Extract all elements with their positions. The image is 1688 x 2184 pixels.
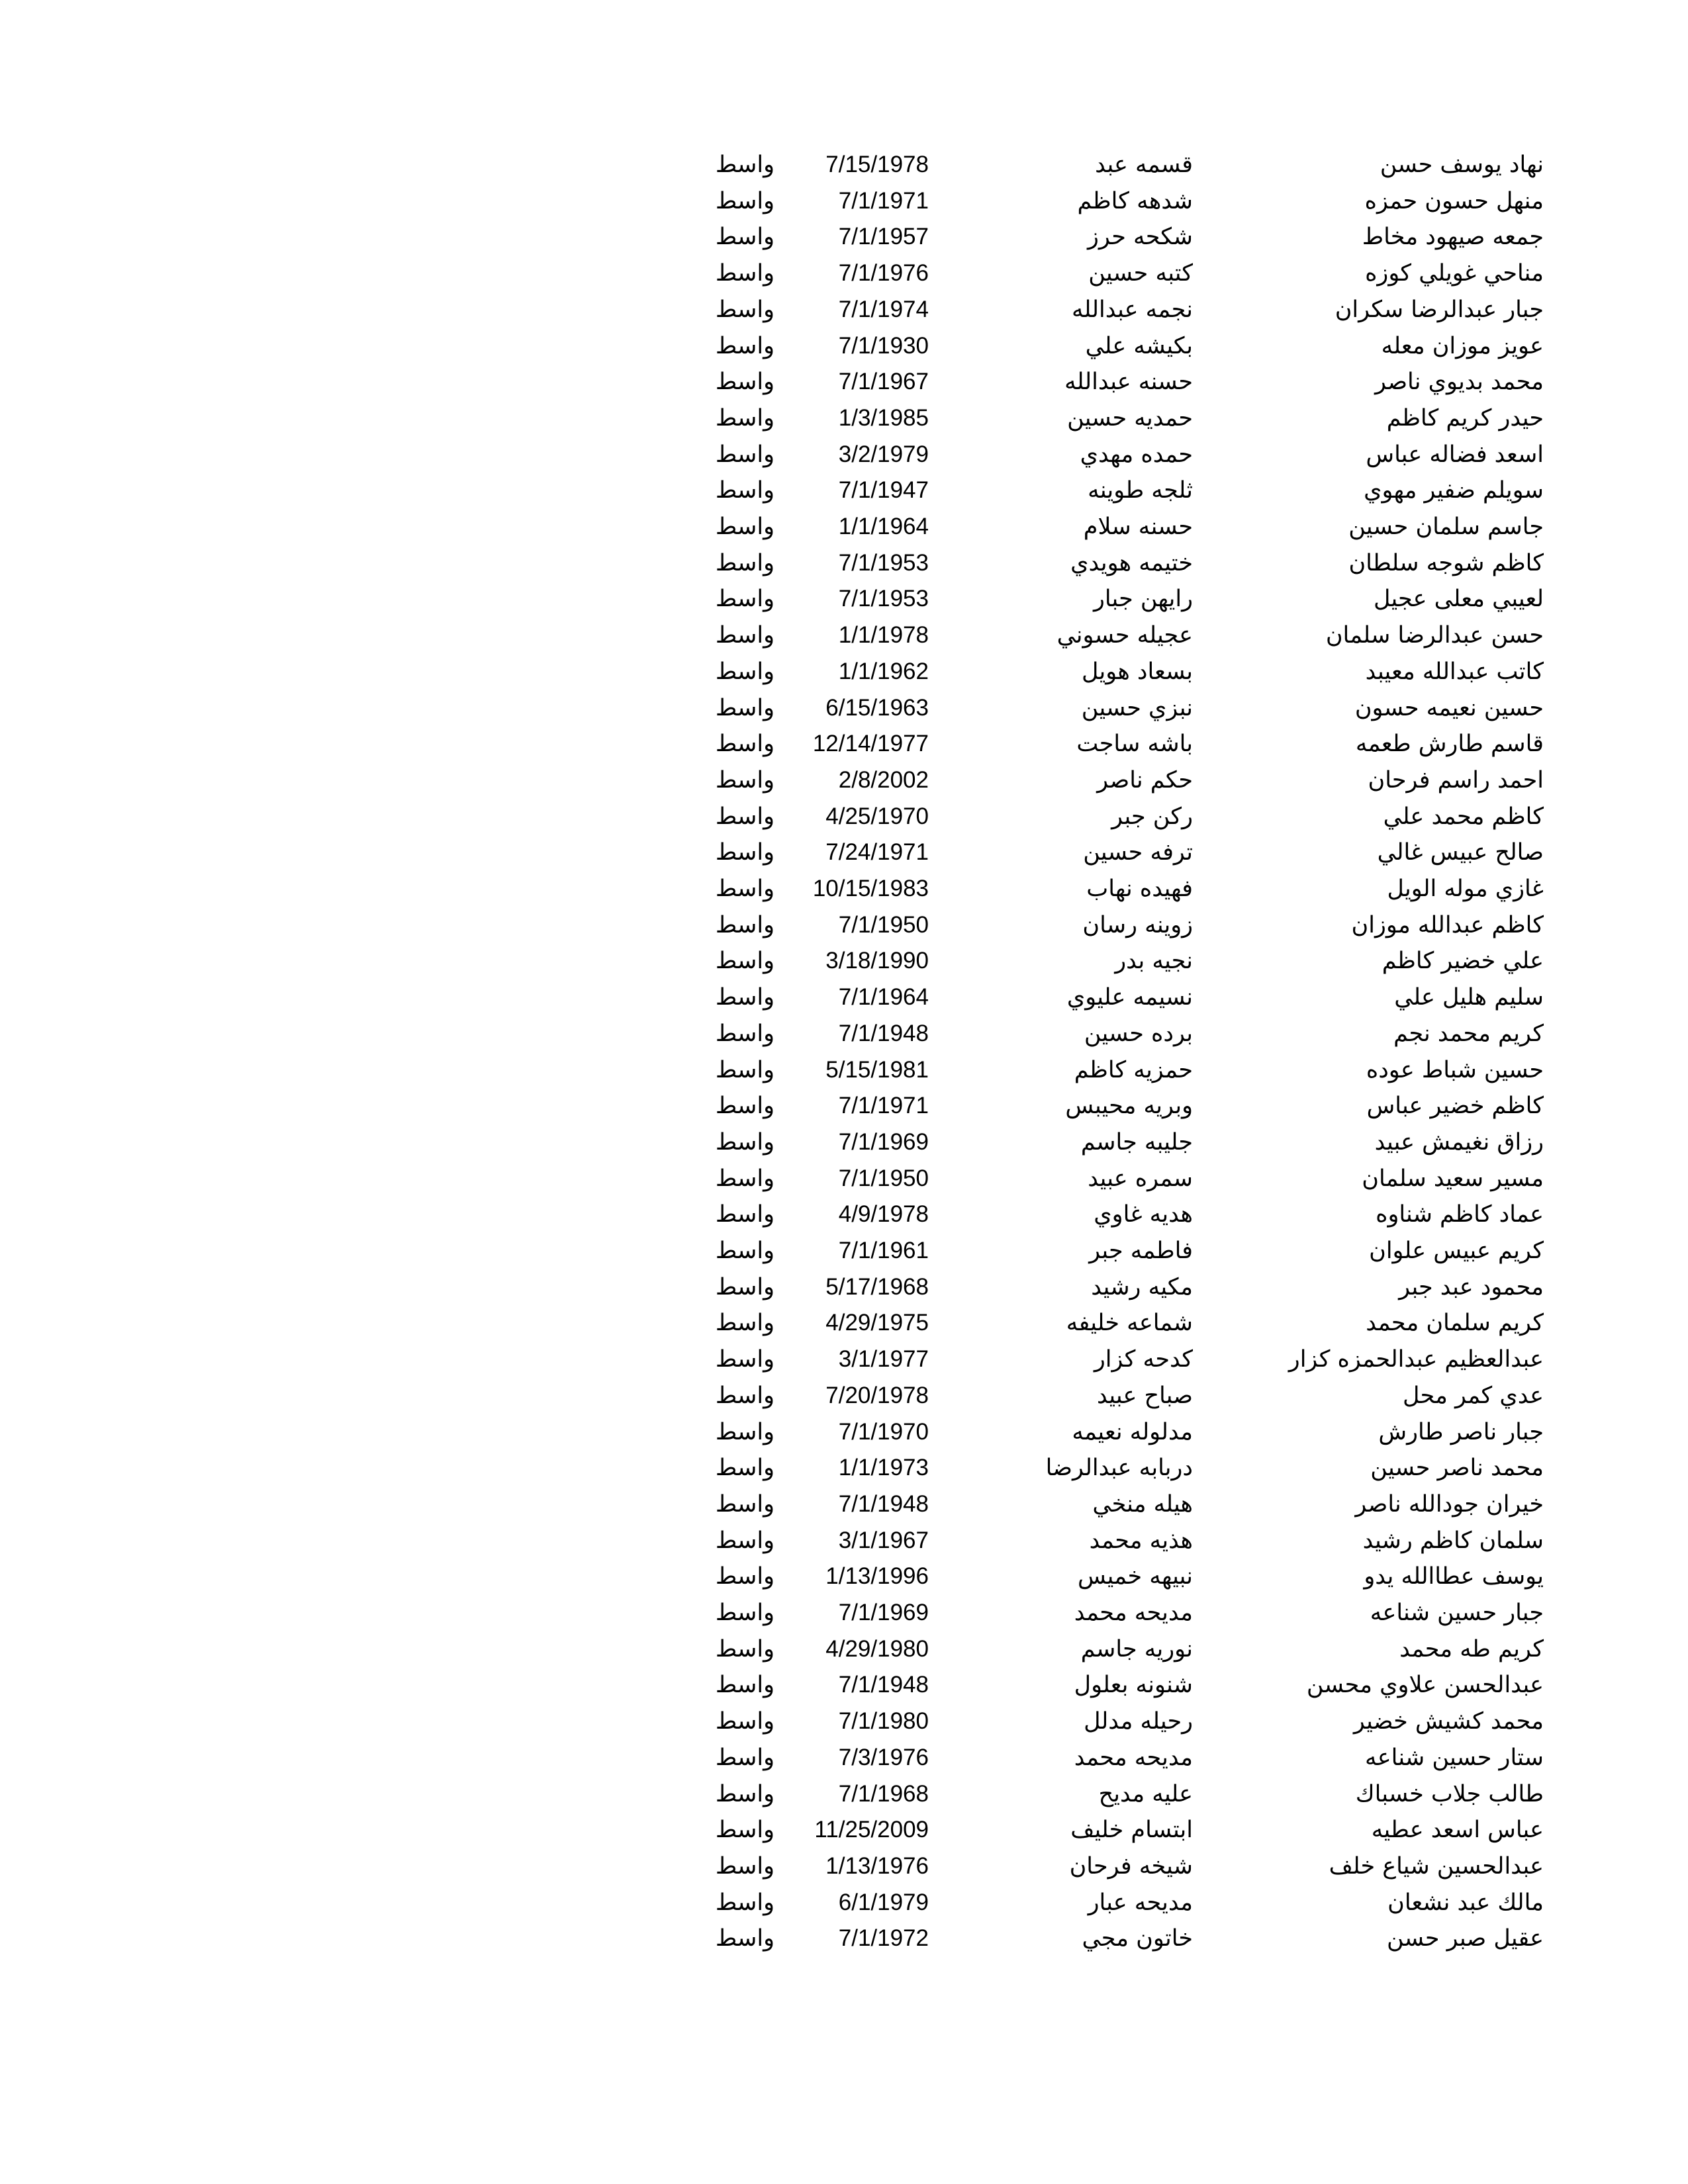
mother-name-cell: مدلوله نعيمه	[1072, 1418, 1193, 1445]
name-cell: جمعه صيهود مخاط	[1362, 224, 1544, 251]
mother-name-cell: قسمه عبد	[1095, 152, 1193, 178]
governorate-cell: واسط	[715, 1201, 774, 1228]
birth-date-cell: 7/1/1957	[838, 224, 929, 250]
table-row	[0, 1016, 1688, 1052]
name-cell: جاسم سلمان حسين	[1348, 514, 1544, 540]
name-cell: حسن عبدالرضا سلمان	[1325, 622, 1544, 649]
birth-date-cell: 7/1/1976	[838, 260, 929, 287]
table-row	[0, 400, 1688, 437]
name-cell: اسعد فضاله عباس	[1366, 441, 1544, 468]
governorate-cell: واسط	[715, 911, 774, 938]
mother-name-cell: خاتون مجي	[1082, 1925, 1193, 1952]
birth-date-cell: 7/1/1953	[838, 549, 929, 576]
name-cell: قاسم طارش طعمه	[1355, 731, 1544, 758]
mother-name-cell: كتبه حسين	[1088, 260, 1193, 287]
table-row	[0, 1595, 1688, 1631]
table-row	[0, 1450, 1688, 1486]
table-row	[0, 509, 1688, 545]
mother-name-cell: جليبه جاسم	[1080, 1128, 1193, 1156]
governorate-cell: واسط	[715, 984, 774, 1011]
governorate-cell: واسط	[715, 1889, 774, 1916]
name-cell: رزاق نغيمش عبيد	[1374, 1128, 1544, 1156]
name-cell: كريم عبيس علوان	[1369, 1238, 1544, 1264]
governorate-cell: واسط	[715, 1310, 774, 1337]
name-cell: لعيبي معلى عجيل	[1373, 586, 1544, 613]
name-cell: جبار ناصر طارش	[1378, 1418, 1544, 1445]
name-cell: عقيل صبر حسن	[1386, 1925, 1544, 1952]
birth-date-cell: 7/1/1971	[838, 187, 929, 214]
birth-date-cell: 7/1/1972	[838, 1925, 929, 1952]
name-cell: يوسف عطاالله يدو	[1364, 1563, 1544, 1590]
table-row	[0, 1161, 1688, 1197]
table-row	[0, 1233, 1688, 1269]
birth-date-cell: 10/15/1983	[812, 876, 929, 901]
mother-name-cell: صباح عبيد	[1096, 1382, 1193, 1409]
governorate-cell: واسط	[715, 1238, 774, 1264]
birth-date-cell: 7/1/1970	[838, 1418, 929, 1445]
name-cell: محمد ناصر حسين	[1370, 1455, 1544, 1482]
governorate-cell: واسط	[715, 694, 774, 721]
birth-date-cell: 7/1/1948	[838, 1020, 929, 1046]
name-cell: كريم طه محمد	[1399, 1635, 1544, 1662]
birth-date-cell: 1/13/1996	[825, 1563, 929, 1590]
birth-date-cell: 4/25/1970	[825, 803, 929, 829]
table-row	[0, 1124, 1688, 1161]
mother-name-cell: وبريه محيبس	[1065, 1093, 1193, 1120]
mother-name-cell: شيخه فرحان	[1069, 1852, 1193, 1880]
mother-name-cell: ركن جبر	[1111, 803, 1193, 830]
birth-date-cell: 1/1/1964	[838, 514, 929, 539]
governorate-cell: واسط	[715, 731, 774, 758]
mother-name-cell: عليه مديح	[1098, 1780, 1193, 1807]
governorate-cell: واسط	[715, 1490, 774, 1518]
name-cell: جبار حسين شناعه	[1370, 1600, 1544, 1626]
governorate-cell: واسط	[715, 1744, 774, 1771]
governorate-cell: واسط	[715, 477, 774, 504]
name-cell: كريم محمد نجم	[1393, 1020, 1544, 1047]
table-row	[0, 907, 1688, 944]
name-cell: علي خضير كاظم	[1382, 948, 1544, 975]
birth-date-cell: 7/1/1974	[838, 296, 929, 322]
birth-date-cell: 4/9/1978	[838, 1201, 929, 1228]
governorate-cell: واسط	[715, 224, 774, 251]
name-cell: مالك عبد نشعان	[1387, 1889, 1544, 1916]
mother-name-cell: نسيمه عليوي	[1066, 984, 1193, 1011]
name-cell: عماد كاظم شناوه	[1376, 1201, 1544, 1228]
mother-name-cell: كدحه كزار	[1094, 1346, 1193, 1373]
table-row	[0, 835, 1688, 871]
table-row	[0, 726, 1688, 762]
governorate-cell: واسط	[715, 1817, 774, 1844]
governorate-cell: واسط	[715, 1527, 774, 1554]
mother-name-cell: هيله منخي	[1092, 1490, 1193, 1518]
governorate-cell: واسط	[715, 1056, 774, 1083]
mother-name-cell: مديحه عبار	[1088, 1889, 1193, 1916]
governorate-cell: واسط	[715, 1382, 774, 1409]
governorate-cell: واسط	[715, 187, 774, 214]
mother-name-cell: بسعاد هويل	[1081, 658, 1193, 685]
birth-date-cell: 7/15/1978	[825, 152, 929, 177]
birth-date-cell: 11/25/2009	[814, 1817, 929, 1843]
birth-date-cell: 3/1/1967	[838, 1527, 929, 1553]
governorate-cell: واسط	[715, 1093, 774, 1120]
birth-date-cell: 1/13/1976	[825, 1852, 929, 1879]
birth-date-cell: 4/29/1980	[825, 1635, 929, 1662]
governorate-cell: واسط	[715, 152, 774, 178]
name-cell: عبدالحسين شياع خلف	[1329, 1852, 1544, 1880]
name-cell: سليم هليل علي	[1394, 984, 1544, 1011]
mother-name-cell: بكيشه علي	[1085, 332, 1193, 359]
table-row	[0, 871, 1688, 907]
birth-date-cell: 7/1/1971	[838, 1093, 929, 1119]
mother-name-cell: هديه غاوي	[1094, 1201, 1193, 1228]
table-row	[0, 473, 1688, 509]
mother-name-cell: دربابه عبدالرضا	[1045, 1455, 1193, 1482]
governorate-cell: واسط	[715, 1563, 774, 1590]
table-row	[0, 1631, 1688, 1668]
table-row	[0, 1740, 1688, 1776]
table-row	[0, 1885, 1688, 1921]
mother-name-cell: مديحه محمد	[1074, 1600, 1193, 1626]
name-cell: كريم سلمان محمد	[1366, 1310, 1544, 1337]
mother-name-cell: نجيه بدر	[1115, 948, 1193, 975]
name-cell: حسين نعيمه حسون	[1354, 694, 1544, 721]
governorate-cell: واسط	[715, 1273, 774, 1300]
governorate-cell: واسط	[715, 658, 774, 685]
birth-date-cell: 3/18/1990	[825, 948, 929, 974]
table-row	[0, 328, 1688, 365]
governorate-cell: واسط	[715, 1165, 774, 1192]
mother-name-cell: شنونه بعلول	[1074, 1672, 1193, 1699]
governorate-cell: واسط	[715, 549, 774, 576]
name-cell: غازي موله الويل	[1387, 876, 1544, 902]
name-cell: عبدالعظيم عبدالحمزه كزار	[1288, 1346, 1544, 1373]
name-cell: مسير سعيد سلمان	[1362, 1165, 1544, 1192]
birth-date-cell: 7/1/1950	[838, 1165, 929, 1191]
governorate-cell: واسط	[715, 876, 774, 902]
birth-date-cell: 7/1/1947	[838, 477, 929, 504]
table-row	[0, 147, 1688, 183]
name-cell: عبدالحسن علاوي محسن	[1306, 1672, 1544, 1699]
mother-name-cell: عجيله حسوني	[1056, 622, 1193, 649]
table-row	[0, 1378, 1688, 1414]
name-cell: طالب جلاب خسباك	[1355, 1780, 1544, 1807]
birth-date-cell: 3/1/1977	[838, 1346, 929, 1373]
name-cell: ستار حسين شناعه	[1365, 1744, 1544, 1771]
name-cell: حسين شباط عوده	[1366, 1056, 1544, 1083]
governorate-cell: واسط	[715, 1672, 774, 1699]
governorate-cell: واسط	[715, 332, 774, 359]
table-row	[0, 1704, 1688, 1740]
name-cell: حيدر كريم كاظم	[1386, 404, 1544, 432]
governorate-cell: واسط	[715, 296, 774, 323]
birth-date-cell: 7/1/1948	[838, 1490, 929, 1517]
name-cell: عباس اسعد عطيه	[1371, 1817, 1544, 1844]
birth-date-cell: 6/15/1963	[825, 694, 929, 721]
name-cell: سويلم ضفير مهوي	[1364, 477, 1544, 504]
birth-date-cell: 7/3/1976	[838, 1744, 929, 1770]
mother-name-cell: برده حسين	[1084, 1020, 1193, 1047]
governorate-cell: واسط	[715, 404, 774, 432]
mother-name-cell: نوريه جاسم	[1080, 1635, 1193, 1662]
mother-name-cell: شكحه حرز	[1088, 224, 1193, 251]
governorate-cell: واسط	[715, 1346, 774, 1373]
mother-name-cell: مديحه محمد	[1074, 1744, 1193, 1771]
name-cell: خيران جودالله ناصر	[1355, 1490, 1544, 1518]
table-row	[0, 1486, 1688, 1523]
table-row	[0, 1559, 1688, 1595]
table-row	[0, 1848, 1688, 1885]
name-cell: صالح عبيس غالي	[1377, 839, 1544, 866]
birth-date-cell: 7/1/1953	[838, 586, 929, 612]
mother-name-cell: نبزي حسين	[1081, 694, 1193, 721]
governorate-cell: واسط	[715, 260, 774, 287]
mother-name-cell: حمديه حسين	[1067, 404, 1193, 432]
table-row	[0, 762, 1688, 799]
table-row	[0, 654, 1688, 690]
table-row	[0, 1269, 1688, 1306]
table-row	[0, 581, 1688, 617]
mother-name-cell: ابتسام خليف	[1070, 1817, 1193, 1844]
table-row	[0, 1088, 1688, 1124]
governorate-cell: واسط	[715, 948, 774, 975]
governorate-cell: واسط	[715, 839, 774, 866]
birth-date-cell: 7/1/1964	[838, 984, 929, 1011]
table-row	[0, 364, 1688, 400]
mother-name-cell: ختيمه هويدي	[1070, 549, 1193, 576]
birth-date-cell: 7/24/1971	[825, 839, 929, 866]
table-row	[0, 690, 1688, 727]
birth-date-cell: 7/1/1967	[838, 369, 929, 395]
table-row	[0, 1305, 1688, 1342]
birth-date-cell: 1/1/1978	[838, 622, 929, 649]
birth-date-cell: 2/8/2002	[838, 766, 929, 793]
governorate-cell: واسط	[715, 1128, 774, 1156]
name-cell: عدي كمر محل	[1403, 1382, 1544, 1409]
name-cell: نهاد يوسف حسن	[1380, 152, 1544, 178]
name-cell: كاتب عبدالله معيبد	[1365, 658, 1544, 685]
name-cell: محمد بديوي ناصر	[1375, 369, 1544, 396]
mother-name-cell: نبيهه خميس	[1078, 1563, 1193, 1590]
name-cell: سلمان كاظم رشيد	[1362, 1527, 1544, 1554]
governorate-cell: واسط	[715, 1780, 774, 1807]
mother-name-cell: مكيه رشيد	[1091, 1273, 1193, 1300]
governorate-cell: واسط	[715, 1635, 774, 1662]
mother-name-cell: شدهه كاظم	[1077, 187, 1193, 214]
birth-date-cell: 7/1/1969	[838, 1600, 929, 1625]
table-row	[0, 292, 1688, 328]
governorate-cell: واسط	[715, 766, 774, 794]
name-cell: عويز موزان معله	[1381, 332, 1544, 359]
governorate-cell: واسط	[715, 1708, 774, 1735]
birth-date-cell: 6/1/1979	[838, 1889, 929, 1915]
mother-name-cell: نجمه عبدالله	[1071, 296, 1193, 323]
governorate-cell: واسط	[715, 369, 774, 396]
mother-name-cell: شماعه خليفه	[1066, 1310, 1193, 1337]
mother-name-cell: حمزيه كاظم	[1074, 1056, 1193, 1083]
mother-name-cell: ترفه حسين	[1083, 839, 1193, 866]
birth-date-cell: 5/15/1981	[825, 1056, 929, 1083]
table-row	[0, 545, 1688, 582]
mother-name-cell: سمره عبيد	[1088, 1165, 1193, 1192]
birth-date-cell: 7/1/1950	[838, 911, 929, 938]
name-cell: كاظم عبدالله موزان	[1351, 911, 1544, 938]
governorate-cell: واسط	[715, 803, 774, 830]
table-row	[0, 1667, 1688, 1704]
governorate-cell: واسط	[715, 1925, 774, 1952]
birth-date-cell: 12/14/1977	[812, 731, 929, 757]
mother-name-cell: ثلجه طوينه	[1088, 477, 1193, 504]
name-cell: احمد راسم فرحان	[1368, 766, 1544, 794]
governorate-cell: واسط	[715, 586, 774, 613]
mother-name-cell: فاطمه جبر	[1089, 1238, 1193, 1264]
birth-date-cell: 4/29/1975	[825, 1310, 929, 1336]
birth-date-cell: 7/1/1930	[838, 332, 929, 359]
name-cell: محمد كشيش خضير	[1353, 1708, 1544, 1735]
mother-name-cell: حمده مهدي	[1080, 441, 1193, 468]
table-row	[0, 1812, 1688, 1848]
birth-date-cell: 7/1/1948	[838, 1672, 929, 1698]
table-row	[0, 979, 1688, 1016]
mother-name-cell: هذيه محمد	[1089, 1527, 1193, 1554]
birth-date-cell: 7/1/1961	[838, 1238, 929, 1263]
table-row	[0, 799, 1688, 835]
birth-date-cell: 7/1/1969	[838, 1128, 929, 1155]
mother-name-cell: حكم ناصر	[1097, 766, 1193, 794]
mother-name-cell: فهيده نهاب	[1086, 876, 1193, 902]
name-cell: كاظم شوجه سلطان	[1348, 549, 1544, 576]
mother-name-cell: رايهن جبار	[1093, 586, 1193, 613]
birth-date-cell: 1/1/1962	[838, 658, 929, 684]
birth-date-cell: 1/3/1985	[838, 404, 929, 431]
table-row	[0, 219, 1688, 255]
table-row	[0, 1052, 1688, 1089]
governorate-cell: واسط	[715, 1852, 774, 1880]
table-row	[0, 943, 1688, 979]
mother-name-cell: باشه ساجت	[1076, 731, 1193, 758]
mother-name-cell: رحيله مدلل	[1084, 1708, 1193, 1735]
name-cell: كاظم خضير عباس	[1366, 1093, 1544, 1120]
birth-date-cell: 1/1/1973	[838, 1455, 929, 1481]
mother-name-cell: حسنه سلام	[1083, 514, 1193, 540]
table-row	[0, 183, 1688, 220]
governorate-cell: واسط	[715, 1418, 774, 1445]
name-cell: جبار عبدالرضا سكران	[1335, 296, 1544, 323]
birth-date-cell: 7/20/1978	[825, 1382, 929, 1408]
name-cell: منهل حسون حمزه	[1364, 187, 1544, 214]
table-row	[0, 1523, 1688, 1559]
governorate-cell: واسط	[715, 622, 774, 649]
name-cell: مناحي غويلي كوزه	[1365, 260, 1544, 287]
table-row	[0, 437, 1688, 473]
birth-date-cell: 5/17/1968	[825, 1273, 929, 1300]
governorate-cell: واسط	[715, 441, 774, 468]
table-row	[0, 1342, 1688, 1378]
table-row	[0, 1197, 1688, 1233]
birth-date-cell: 7/1/1968	[838, 1780, 929, 1807]
governorate-cell: واسط	[715, 1455, 774, 1482]
governorate-cell: واسط	[715, 514, 774, 540]
table-row	[0, 1776, 1688, 1813]
birth-date-cell: 7/1/1980	[838, 1708, 929, 1735]
governorate-cell: واسط	[715, 1600, 774, 1626]
table-row	[0, 617, 1688, 654]
name-cell: كاظم محمد علي	[1383, 803, 1544, 830]
name-cell: محمود عبد جبر	[1399, 1273, 1544, 1300]
mother-name-cell: زوينه رسان	[1082, 911, 1193, 938]
birth-date-cell: 3/2/1979	[838, 441, 929, 467]
governorate-cell: واسط	[715, 1020, 774, 1047]
table-row	[0, 255, 1688, 292]
mother-name-cell: حسنه عبدالله	[1064, 369, 1193, 396]
table-row	[0, 1921, 1688, 1957]
table-row	[0, 1414, 1688, 1451]
